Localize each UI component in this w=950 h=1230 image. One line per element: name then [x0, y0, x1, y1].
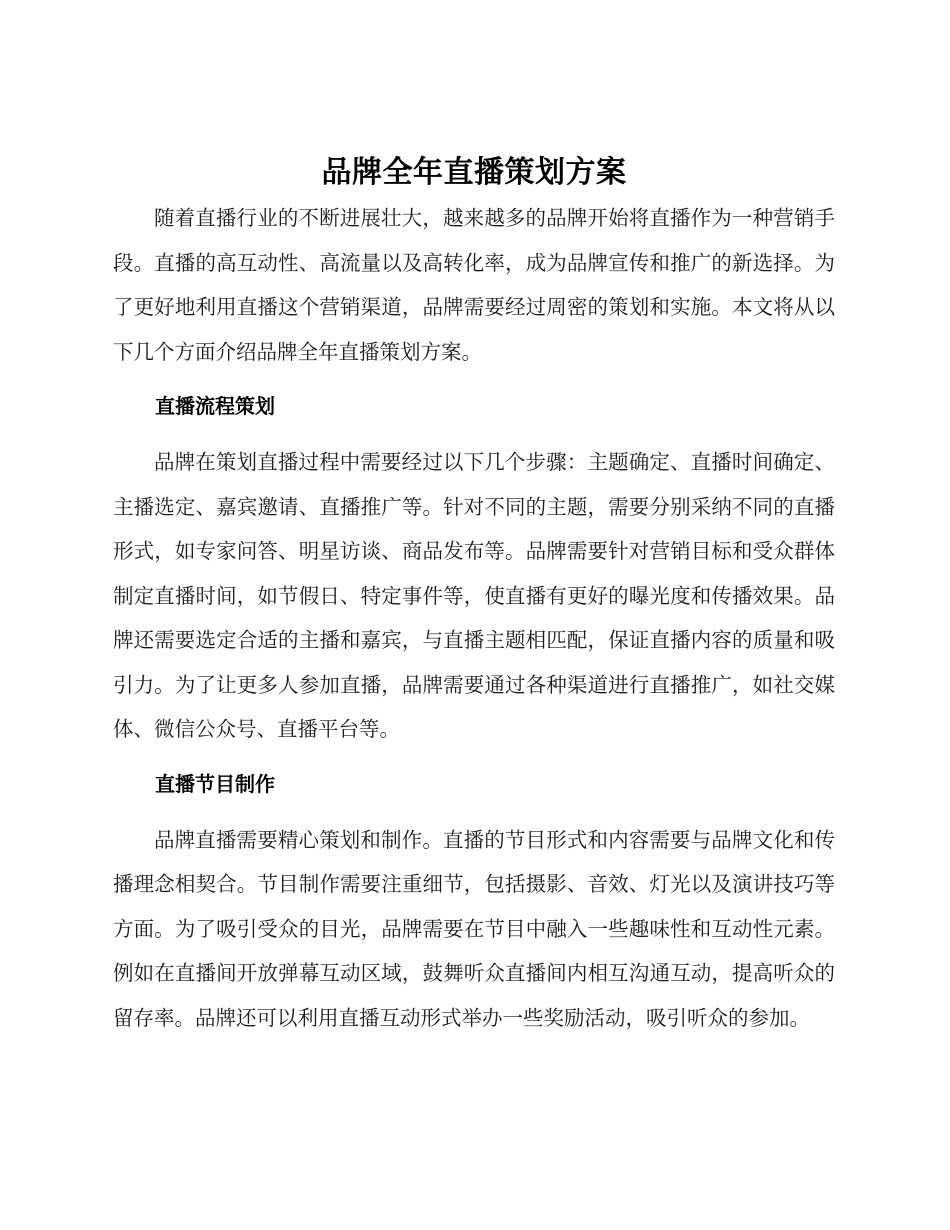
intro-paragraph: 随着直播行业的不断进展壮大，越来越多的品牌开始将直播作为一种营销手段。直播的高互动性、高流量以及高转化率，成为品牌宣传和推广的新选择。为了更好地利用直播这个营销渠道，品牌需要经过周密的策划和实施。本文将从以下几个方面介绍品牌全年直播策划方案。: [113, 206, 835, 364]
section-body-program-production: 品牌直播需要精心策划和制作。直播的节目形式和内容需要与品牌文化和传播理念相契合。节目制作需要注重细节，包括摄影、音效、灯光以及演讲技巧等方面。为了吸引受众的目光，品牌需要在节目中融入一些趣味性和互动性元素。例如在直播间开放弹幕互动区域，鼓舞听众直播间内相互沟通互动，提高听众的留存率。品牌还可以利用直播互动形式举办一些奖励活动，吸引听众的参加。: [113, 827, 835, 1030]
document-title: 品牌全年直播策划方案: [321, 155, 627, 190]
section-body-live-process: 品牌在策划直播过程中需要经过以下几个步骤：主题确定、直播时间确定、主播选定、嘉宾邀请、直播推广等。针对不同的主题，需要分别采纳不同的直播形式，如专家问答、明星访谈、商品发布等。品牌需要针对营销目标和受众群体制定直播时间，如节假日、特定事件等，使直播有更好的曝光度和传播效果。品牌还需要选定合适的主播和嘉宾，与直播主题相匹配，保证直播内容的质量和吸引力。为了让更多人参加直播，品牌需要通过各种渠道进行直播推广，如社交媒体、微信公众号、直播平台等。: [113, 450, 835, 741]
spacer: [113, 808, 835, 818]
spacer: [113, 430, 835, 440]
spacer: [113, 374, 835, 382]
section-heading-live-process: 直播流程策划: [155, 394, 275, 418]
section-heading-program-production: 直播节目制作: [155, 771, 275, 796]
spacer: [113, 752, 835, 760]
document-content: [113, 150, 835, 1040]
